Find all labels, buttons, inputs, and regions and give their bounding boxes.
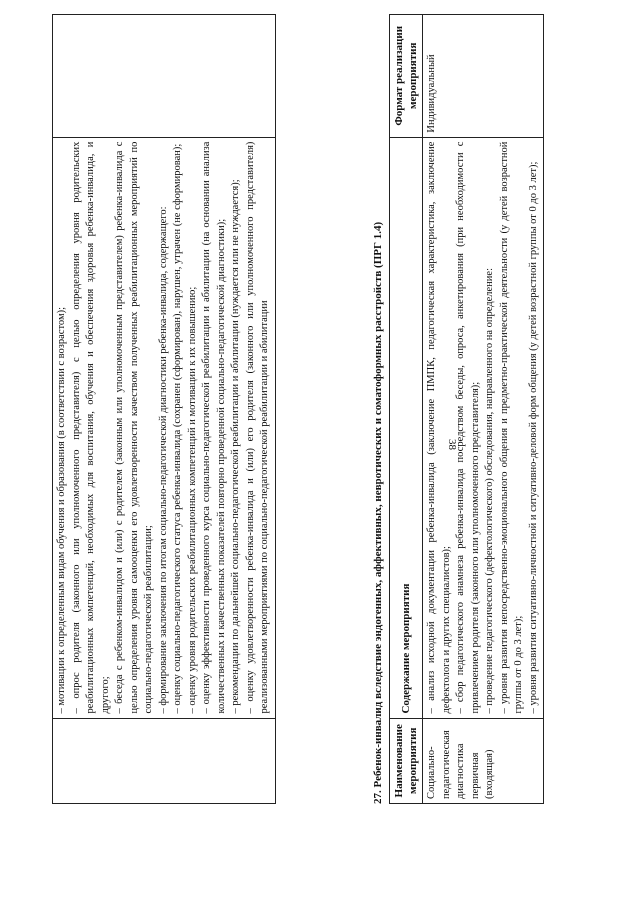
list-item: – оценку уровня родительских реабилитационных компетенций и мотивации к их повышению; bbox=[186, 286, 198, 714]
list-item: – анализ исходной документации ребенка-инвалида (заключение ПМПК, педагогическая характеристика, заключение дефектолога и других специалистов); bbox=[426, 141, 452, 714]
header-row bbox=[390, 15, 423, 804]
table-row bbox=[53, 15, 276, 804]
section-title: 27. Ребенок-инвалид вследствие эндогенных, аффективных, невротических и соматоформных расстройств (ПРГ 1.4) bbox=[372, 221, 384, 804]
header-format: Формат реализации мероприятия bbox=[390, 15, 423, 138]
list-item: – оценку эффективности проведенного курса социально-педагогической реабилитации и абилитации (на основании анализа количественных и качественных показателей повторно проведенной социально-педагогической диагностики); bbox=[201, 141, 227, 714]
list-item: – уровня развития непосредственно-эмоционального общения и предметно-практической деятельности (у детей возрастной группы от 0 до 3 лет); bbox=[498, 141, 524, 714]
table-row bbox=[423, 15, 544, 804]
activity-name: Социально-педагогическая диагностика первичная (входящая) bbox=[423, 718, 544, 803]
list-item: – уровня развития ситуативно-личностной и ситуативно-деловой форм общения (у детей возрастной группы от 0 до 3 лет); bbox=[527, 161, 539, 714]
format-cell-empty bbox=[53, 15, 276, 138]
list-item: – рекомендации по дальнейшей социально-педагогической реабилитации и абилитации (нуждается или не нуждается); bbox=[230, 179, 241, 714]
list-item: – беседа с ребенком-инвалидом и (или) с родителем (законным или уполномоченным представителем) ребенка-инвалида с целью определения уровня самооценки его удовлетворенности качеством полученных реабилитационных мероприятий по социально-педагогической реабилитации; bbox=[114, 141, 154, 714]
header-name: Наименование мероприятия bbox=[390, 718, 423, 803]
header-content: Содержание мероприятия bbox=[390, 137, 423, 718]
list-item: – оценку социально-педагогического статуса ребенка-инвалида (сохранен (сформирован), нарушен, утрачен (не сформирован); bbox=[172, 143, 183, 714]
list-item: – сбор педагогического анамнеза ребенка-инвалида посредством беседы, опроса, анкетирования (при необходимости с привлечением родителя (законного или уполномоченного представителя); bbox=[455, 141, 481, 714]
name-cell-empty bbox=[53, 718, 276, 803]
list-item: – оценку удовлетворенности ребенка-инвалида и (или) его родителя (законного или уполномоченного представителя) реализованными мероприятиями по социально-педагогической реабилитации и абилитации bbox=[244, 141, 270, 714]
list-item: – формирование заключения по итогам социально-педагогической диагностики ребенка-инвалида, содержащего: bbox=[157, 206, 169, 714]
content-cell bbox=[53, 137, 276, 718]
continuation-table bbox=[52, 14, 276, 804]
activity-content bbox=[423, 137, 544, 718]
activity-format: Индивидуальный bbox=[423, 15, 544, 138]
list-item: – опрос родителя (законного или уполномоченного представителя) с целью определения уровня родительских реабилитационных компетенций, необходимых для воспитания, обучения и обеспечения здоровья ребенка-инвалида, и другого; bbox=[70, 141, 111, 714]
page-number: 38 bbox=[446, 439, 458, 450]
list-item: – проведение педагогического (дефектологического) обследования, направленного на определение: bbox=[484, 268, 495, 714]
activities-table bbox=[389, 14, 544, 804]
list-item: – мотивации к определенным видам обучения и образования (в соответствии с возрастом); bbox=[56, 306, 67, 714]
